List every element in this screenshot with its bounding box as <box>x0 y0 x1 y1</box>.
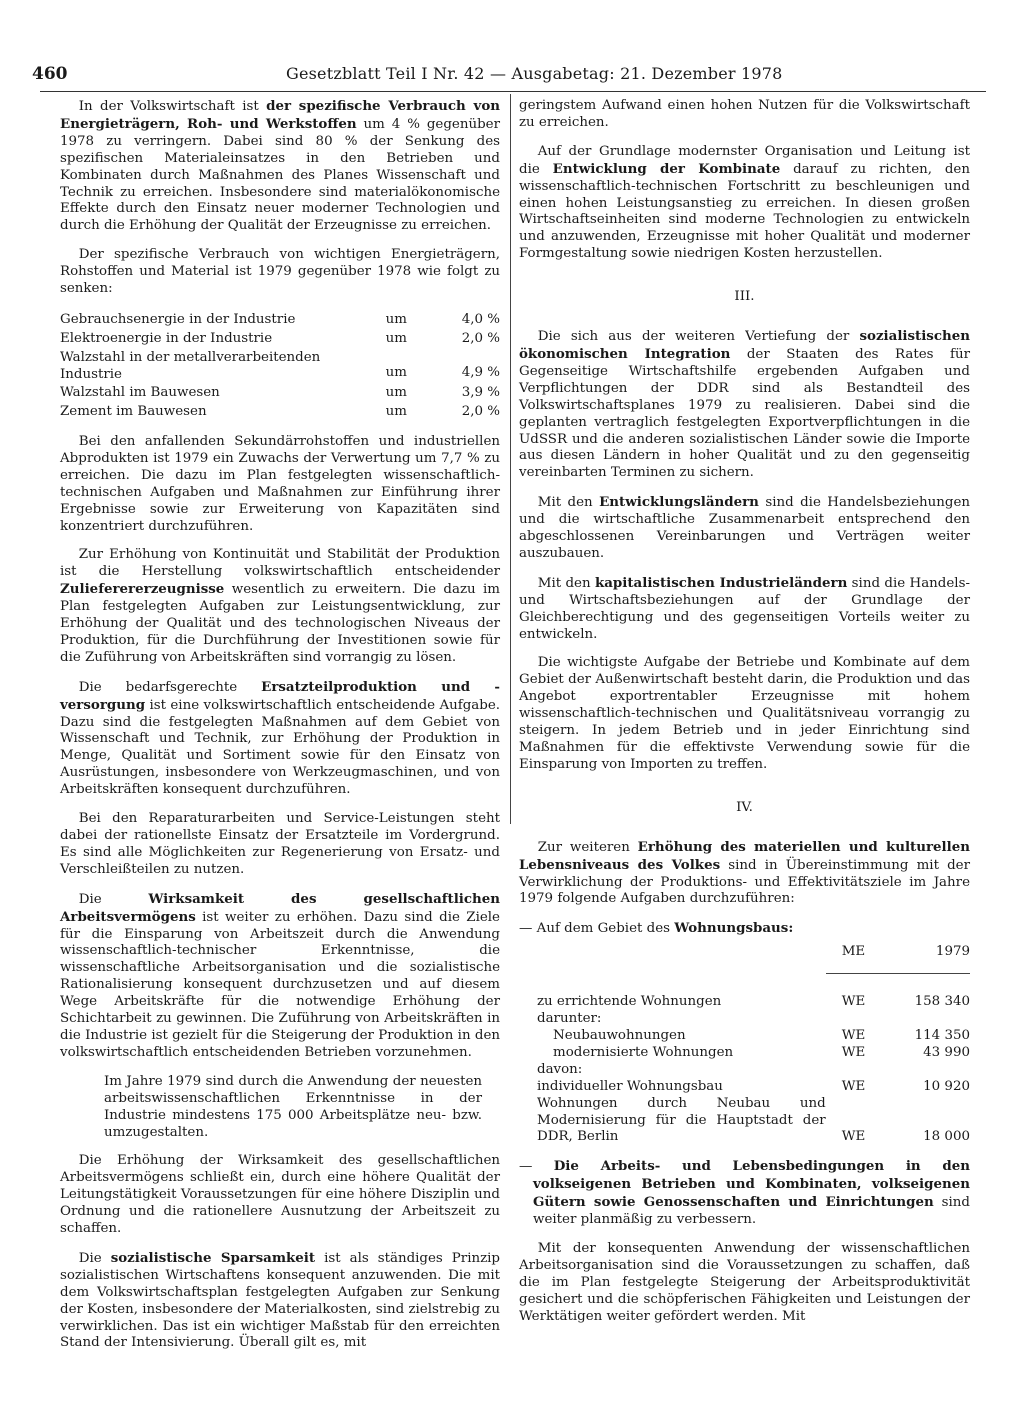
table-row: Gebrauchsenergie in der Industrie um 4,0 % <box>60 311 500 327</box>
page-header <box>32 62 996 90</box>
table-row: zu errichtende Wohnungen WE 158 340 <box>537 994 970 1010</box>
header-rule <box>40 91 986 92</box>
table-header-rule <box>519 974 970 995</box>
dash-item: — Auf dem Gebiet des Wohnungsbaus: <box>519 920 794 937</box>
table-row: darunter: <box>537 1011 602 1027</box>
table-row: modernisierte Wohnungen WE 43 990 <box>553 1044 970 1060</box>
section-heading-iv: IV. <box>736 799 753 815</box>
right-column <box>519 98 970 1337</box>
header-title: Gesetzblatt Teil I Nr. 42 — Ausgabetag: 21. Dezember 1978 <box>286 64 783 83</box>
paragraph: Mit den kapitalistischen Industrieländern sind die Handels- und Wirtschaftsbeziehungen auf der Grundlage der Gleichberechtigung und des gegenseitigen Vorteils weiter zu entwickeln. <box>519 574 970 642</box>
inset-paragraph: Im Jahre 1979 sind durch die Anwendung der neuesten arbeitswissenschaftlichen Erkenntnisse in der Industrie mindestens 175 000 Arbeitsplätze neu- bzw. umzugestalten. <box>104 1073 482 1140</box>
table-row: individueller Wohnungsbau WE 10 920 <box>537 1078 970 1094</box>
table-row: Wohnungen durch Neubau und Modernisierung für die Hauptstadt der DDR, Berlin WE 18 000 <box>537 1095 970 1145</box>
paragraph: Mit der konsequenten Anwendung der wissenschaftlichen Arbeitsorganisation sind die Voraussetzungen zu schaffen, daß die im Plan festgelegte Steigerung der Arbeitsproduktivität gesichert und die schöpferischen Fähigkeiten und Leistungen der Werktätigen weiter gefördert werden. Mit <box>519 1240 970 1324</box>
column-header-year: 1979 <box>935 944 970 960</box>
column-header-me: ME <box>841 944 866 960</box>
table-row: davon: <box>537 1061 583 1077</box>
paragraph: Auf der Grundlage modernster Organisation und Leitung ist die Entwicklung der Kombinate darauf zu richten, den wissenschaftlich-technischen Fortschritt zu beschleunigen und einen hohen Leistungsanstieg zu erreichen. In diesen großen Wirtschaftseinheiten sind moderne Technologien zu entwickeln und anzuwenden, Erzeugnisse mit hoher Qualität und moderner Formgestaltung sowie niedrigen Kosten herzustellen. <box>519 143 970 262</box>
paragraph: Die wichtigste Aufgabe der Betriebe und Kombinate auf dem Gebiet der Außenwirtschaft besteht darin, die Produktion und das Angebot exportrentabler Erzeugnisse mit hohem wissenschaftlich-technischen und Qualitätsniveau vorrangig zu steigern. In jedem Betrieb und in jeder Einrichtung sind Maßnahmen für die effektivste Verwendung sowie für die Einsparung von Importen zu treffen. <box>519 655 970 772</box>
paragraph: Mit den Entwicklungsländern sind die Handelsbeziehungen und die wirtschaftliche Zusammenarbeit entsprechend den abgeschlossenen Vereinbarungen und Verträgen weiter auszubauen. <box>519 494 970 561</box>
table-row: Walzstahl in der metallverarbeitenden Industrie um 4,9 % <box>60 349 500 382</box>
table-row: Zement im Bauwesen um 2,0 % <box>60 404 500 420</box>
paragraph: Die bedarfsgerechte Ersatzteilproduktion und -versorgung ist eine volkswirtschaftlich entscheidende Aufgabe. Dazu sind die festgelegten Maßnahmen auf dem Gebiet von Wissenschaft und Technik, zur Erhöhung der Produktion in Menge, Qualität und Sortiment sowie für den Einsatz von Ausrüstungen, insbesondere von Werkzeugmaschinen, und von Arbeitskräften konsequent durchzuführen. <box>60 678 500 798</box>
paragraph: Der spezifische Verbrauch von wichtigen Energieträgern, Rohstoffen und Material ist 1979 gegenüber 1978 wie folgt zu senken: <box>60 247 500 297</box>
table-row: Neubauwohnungen WE 114 350 <box>553 1027 970 1043</box>
page-number: 460 <box>32 64 68 84</box>
reduction-table <box>60 310 500 422</box>
paragraph: geringstem Aufwand einen hohen Nutzen für die Volkswirtschaft zu erreichen. <box>519 98 970 130</box>
paragraph: Die Erhöhung der Wirksamkeit des gesellschaftlichen Arbeitsvermögens schließt ein, durch eine höhere Qualität der Leitungstätigkeit Voraussetzungen für eine höhere Disziplin und Ordnung und die rationellere Ausnutzung der Arbeitszeit zu schaffen. <box>60 1153 500 1237</box>
paragraph: Die Wirksamkeit des gesellschaftlichen Arbeitsvermögens ist weiter zu erhöhen. Dazu sind die Ziele für die Einsparung von Arbeitszeit durch die Anwendung wissenschaftlich-technischer Erkenntnisse, die wissenschaftliche Arbeitsorganisation und die sozialistische Rationalisierung konsequent durchzusetzen und auf diesem Wege Arbeitskräfte für die notwendige Erhöhung der Schichtarbeit zu gewinnen. Die Zuführung von Arbeitskräften in die Industrie ist gezielt für die Steigerung der Produktion in den volkswirtschaftlich entscheidenden Betrieben vorzunehmen. <box>60 890 501 1060</box>
table-header-row <box>519 944 970 973</box>
paragraph: Die sozialistische Sparsamkeit ist als ständiges Prinzip sozialistischen Wirtschaftens konsequent anzuwenden. Die mit dem Volkswirtschaftsplan festgelegten Aufgaben zur Senkung der Kosten, insbesondere der Materialkosten, sind zielstrebig zu verwirklichen. Das ist ein wichtiger Maßstab für den erreichten Stand der Intensivierung. Überall gilt es, mit <box>60 1249 501 1351</box>
left-column <box>60 98 500 1364</box>
paragraph: Die sich aus der weiteren Vertiefung der sozialistischen ökonomischen Integration der Staaten des Rates für Gegenseitige Wirtschaftshilfe ergebenden Aufgaben und Verpflichtungen der DDR sind als Bestandteil des Volkswirtschaftsplanes 1979 zu realisieren. Dabei sind die geplanten vertraglich festgelegten Exportverpflichtungen in die UdSSR und die anderen sozialistischen Länder sowie die Importe aus diesen Ländern in hoher Qualität und zu den gegenseitig vereinbarten Terminen zu sichern. <box>519 328 970 481</box>
paragraph: In der Volkswirtschaft ist der spezifische Verbrauch von Energieträgern, Roh- und Werkstoffen um 4 % gegenüber 1978 zu verringern. Dabei sind 80 % der Senkung des spezifischen Materialeinsatzes in den Betrieben und Kombinaten durch Maßnahmen des Planes Wissenschaft und Technik zu erreichen. Insbesondere sind materialökonomische Effekte durch den Einsatz neuer moderner Technologien und durch die Erhöhung der Qualität der Erzeugnisse zu erreichen. <box>60 98 500 234</box>
housing-table <box>519 944 970 1146</box>
column-divider <box>510 94 511 824</box>
paragraph: Zur Erhöhung von Kontinuität und Stabilität der Produktion ist die Herstellung volkswirtschaftlich entscheidender Zulieferererzeugnisse wesentlich zu erweitern. Die dazu im Plan festgelegten Aufgaben zur Leistungsentwicklung, zur Erhöhung der Qualität und des technologischen Niveaus der Produktion, für die Durchführung der Investitionen sowie für die Zuführung von Arbeitskräften sind vorrangig zu lösen. <box>60 547 500 665</box>
dash-item: — Die Arbeits- und Lebensbedingungen in den volkseigenen Betrieben und Kombinaten, volkseigenen Gütern sowie Genossenschaften und Einrichtungen sind weiter planmäßig zu verbessern. <box>519 1158 970 1228</box>
table-row: Walzstahl im Bauwesen um 3,9 % <box>60 384 500 400</box>
section-heading-iii: III. <box>734 289 755 305</box>
paragraph: Bei den anfallenden Sekundärrohstoffen und industriellen Abprodukten ist 1979 ein Zuwachs der Verwertung um 7,7 % zu erreichen. Die dazu im Plan festgelegten wissenschaftlich-technischen Aufgaben und Maßnahmen zur Einführung ihrer Ergebnisse sowie zur Erweiterung von Kapazitäten sind konzentriert durchzuführen. <box>60 433 500 534</box>
table-row: Elektroenergie in der Industrie um 2,0 % <box>60 331 500 347</box>
paragraph: Zur weiteren Erhöhung des materiellen und kulturellen Lebensniveaus des Volkes sind in Übereinstimmung mit der Verwirklichung der Produktions- und Effektivitätsziele im Jahre 1979 folgende Aufgaben durchzuführen: <box>519 838 970 907</box>
paragraph: Bei den Reparaturarbeiten und Service-Leistungen steht dabei der rationellste Einsatz der Ersatzteile im Vordergrund. Es sind alle Möglichkeiten zur Regenerierung von Ersatz- und Verschleißteilen zu nutzen. <box>60 811 500 877</box>
